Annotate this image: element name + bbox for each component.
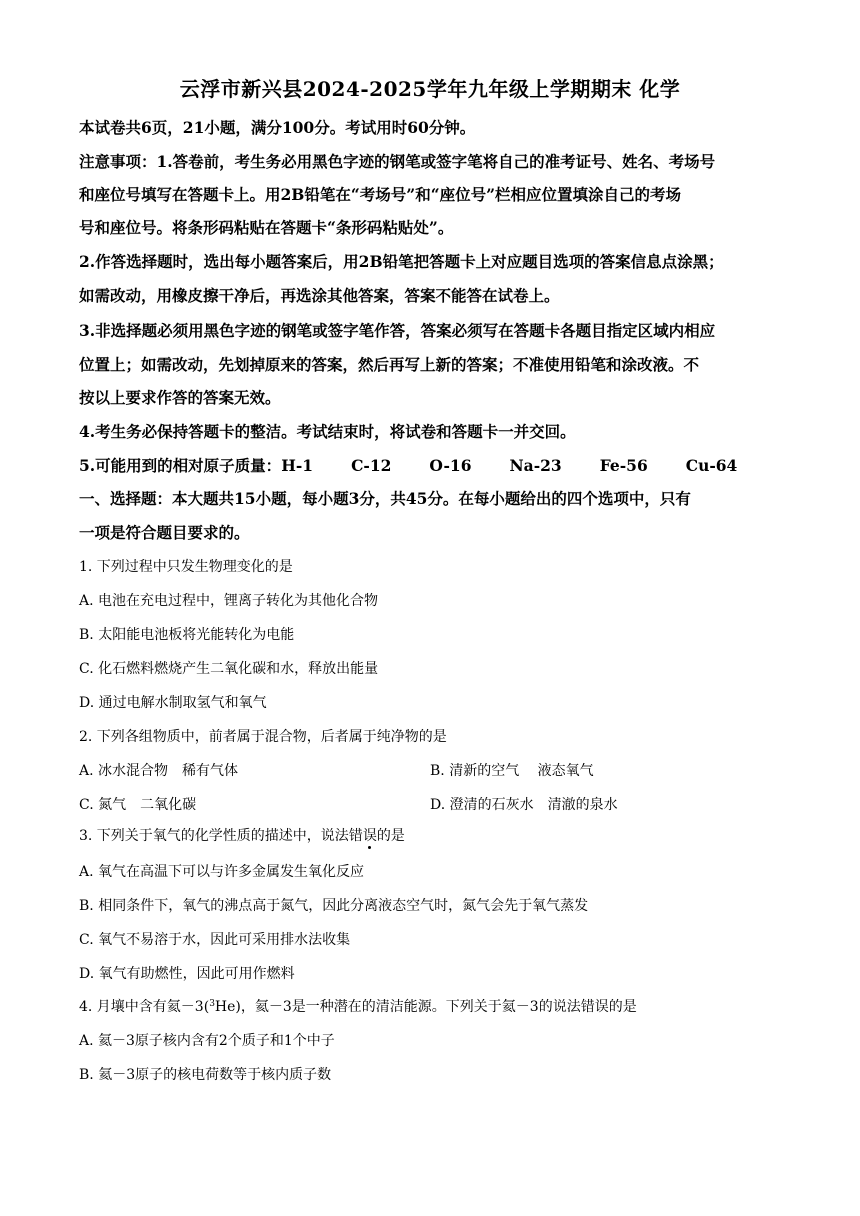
q2-row-2 [79,794,790,816]
q4-option-b: B. 氦－3原子的核电荷数等于核内质子数 [79,1067,332,1083]
note-2-line-2: 如需改动，用橡皮擦干净后，再选涂其他答案，答案不能答在试卷上。 [79,286,560,305]
atomic-mass-cu: Cu-64 [685,456,738,475]
note-1-line-1: 注意事项：1.答卷前，考生务必用黑色字迹的钢笔或签字笔将自己的准考证号、姓名、考场号 [79,152,716,171]
q4-stem [79,996,790,1018]
q1-option-a: A. 电池在充电过程中，锂离子转化为其他化合物 [79,593,379,609]
note-4: 4.考生务必保持答题卡的整洁。考试结束时，将试卷和答题卡一并交回。 [79,422,576,441]
exam-intro: 本试卷共6页，21小题，满分100分。考试用时60分钟。 [79,118,476,137]
q3-option-a: A. 氧气在高温下可以与许多金属发生氧化反应 [79,864,365,880]
q4-stem-post: He)，氦－3是一种潜在的清洁能源。下列关于氦－3的说法错误的是 [214,999,637,1015]
q3-stem-emphasis: 误 [362,828,377,844]
atomic-mass-c: C-12 [351,456,392,475]
q3-stem [79,825,790,847]
atomic-mass-label: 5.可能用到的相对原子质量： [79,456,282,475]
note-3-line-2: 位置上；如需改动，先划掉原来的答案，然后再写上新的答案；不准使用铅笔和涂改液。不 [79,355,700,374]
q3-option-d: D. 氧气有助燃性，因此可用作燃料 [79,966,295,982]
q1-stem: 1. 下列过程中只发生物理变化的是 [79,559,293,575]
q3-stem-post: 的是 [376,828,405,844]
note-2-line-1: 2.作答选择题时，选出每小题答案后，用2B铅笔把答题卡上对应题目选项的答案信息点涂黑； [79,252,724,271]
q1-option-d: D. 通过电解水制取氢气和氧气 [79,695,267,711]
q4-stem-pre: 4. 月壤中含有氦－3( [79,999,210,1015]
note-1-line-3: 号和座位号。将条形码粘贴在答题卡“条形码粘贴处”。 [79,218,454,237]
q2-option-c: C. 氮气 二氧化碳 [79,797,197,813]
atomic-mass-h: H-1 [281,456,314,475]
q3-option-c: C. 氧气不易溶于水，因此可采用排水法收集 [79,932,351,948]
note-5-atomic-masses [79,455,790,477]
q2-stem: 2. 下列各组物质中，前者属于混合物，后者属于纯净物的是 [79,729,447,745]
q1-option-c: C. 化石燃料燃烧产生二氧化碳和水，释放出能量 [79,661,379,677]
section-1-heading-line-1: 一、选择题：本大题共15小题，每小题3分，共45分。在每小题给出的四个选项中，只有 [79,489,691,508]
q2-row-1 [79,760,790,782]
atomic-mass-fe: Fe-56 [599,456,648,475]
note-1-line-2: 和座位号填写在答题卡上。用2B铅笔在“考场号”和“座位号”栏相应位置填涂自己的考场 [79,185,682,204]
page-title: 云浮市新兴县2024-2025学年九年级上学期期末 化学 [179,77,681,101]
note-3-line-1: 3.非选择题必须用黑色字迹的钢笔或签字笔作答，答案必须写在答题卡各题目指定区域内相应 [79,321,716,340]
q3-option-b: B. 相同条件下，氧气的沸点高于氮气，因此分离液态空气时，氮气会先于氧气蒸发 [79,898,589,914]
atomic-mass-na: Na-23 [509,456,562,475]
atomic-mass-o: O-16 [429,456,472,475]
q4-option-a: A. 氦－3原子核内含有2个质子和1个中子 [79,1033,335,1049]
q1-option-b: B. 太阳能电池板将光能转化为电能 [79,627,295,643]
q4-mass-number: 3 [209,999,215,1009]
section-1-heading-line-2: 一项是符合题目要求的。 [79,523,250,542]
q2-option-d: D. 澄清的石灰水 清澈的泉水 [430,797,618,813]
q3-stem-pre: 3. 下列关于氧气的化学性质的描述中，说法错 [79,828,363,844]
q2-option-b: B. 清新的空气 液态氧气 [430,763,594,779]
note-3-line-3: 按以上要求作答的答案无效。 [79,388,281,407]
q2-option-a: A. 冰水混合物 稀有气体 [79,763,239,779]
